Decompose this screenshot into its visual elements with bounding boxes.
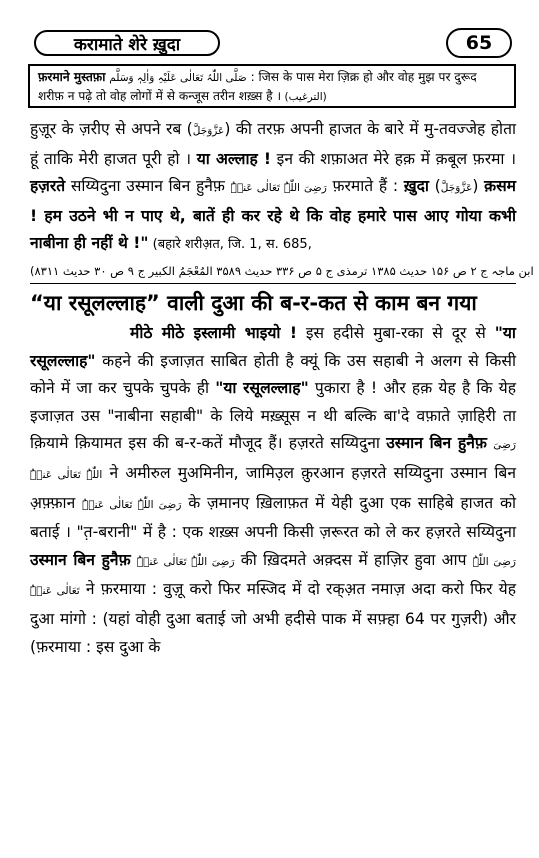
text-run: के ज़मानए ख़िलाफ़त में येही दुआ एक साहिबे हाजत को बताई । "त़-बरानी" में है : एक शख़्स अपनी किसी ज़रूरत को ले कर हज़रते सय्यिदुना [30,493,516,542]
text-run: कहने की इजाज़त साबित होती है क्यूं कि उस सहाबी ने अलग से किसी कोने में जा कर चुपके चुपके ही [30,351,516,398]
text-run: हुज़ूर के ज़रीए से अपने रब ( [30,120,193,138]
paragraph-1: हुज़ूर के ज़रीए से अपने रब (عَزَّوَجَلَّ) की तरफ़ अपनी हाजत के बारे में मु-तवज्जेह होता हूं ताकि मेरी हाजत पूरी हो । या अल्लाह ! इन की शफ़ाअत मेरे हक़ में क़बूल फ़रमा । हज़रते सय्यिदुना उस्मान बिन हुनैफ़ رَضِیَ اللّٰہُ تَعَالٰی عَنۡہُ फ़रमाते हैं : ख़ुदा (عَزَّوَجَلَّ) क़सम ! हम उठने भी न पाए थे, बातें ही कर रहे थे कि वोह हमारे पास आए गोया कभी नाबीना ही नहीं थे !" (बहारे शरीअ़त, जि. 1, स. 685, [30,120,517,253]
arabic-phrase: رَضِیَ اللّٰہُ تَعَالٰی عَنۡہُ [30,555,516,598]
text-run: सय्यिदुना उस्मान बिन हुनैफ़ [65,177,231,196]
text-run: इस हदीसे मुबा-रका से दूर से [296,323,495,342]
arabic-phrase: عَزَّوَجَلَّ [440,182,473,195]
text-run: ) की तरफ़ अपनी हाजत के बारे में मु-तवज्जेह होता हूं ताकि मेरी हाजत पूरी हो । [30,120,517,168]
hadith-heading: फ़रमाने मुस्तफ़ा [38,70,106,84]
bold-phrase: मीठे मीठे इस्लामी भाइयो ! [130,323,297,342]
arabic-phrase: رَضِیَ اللّٰہُ تَعَالٰی عَنۡہُ [230,182,327,195]
bold-phrase: क़सम ! हम उठने भी न पाए थे, बातें ही कर रहे थे कि वोह हमारे पास आए गोया कभी नाबीना ही नहीं थे !" [30,177,516,253]
bold-phrase: उस्मान बिन हुनैफ़ [386,434,487,453]
section-heading [30,288,516,318]
page-number: 65 [446,28,512,58]
book-title: करामाते शेरे ख़ुदा [34,30,220,56]
bold-phrase: या अल्लाह ! [196,149,272,168]
text-run: की ख़िदमते अक़्दस में हाज़िर हुवा आप [234,550,473,569]
paragraph-2 [30,320,516,661]
text-run: पुकारा है ! और हक़ येह है कि येह इजाज़त उस "नाबीना सहाबी" के लिये मख़्सूस न थी बल्कि बा'दे वफ़ाते ज़ाहिरी ता क़ियामे क़ियामत इस की ब-र-कतें मौजूद हैं। हज़रते सय्यिदुना [30,379,516,453]
bold-phrase: "या रसूलल्लाह" [30,323,516,370]
hadith-box [28,64,516,108]
hadith-text: : जिस के पास मेरा ज़िक्र हो और वोह मुझ पर दुरूद शरीफ़ न पढ़े तो वोह लोगों में से कन्जूस तरीन शख़्स है । [38,70,477,103]
text-run: फ़रमाते हैं : [326,177,404,196]
text-run: इन की शफ़ाअत मेरे हक़ में क़बूल फ़रमा । [271,149,516,168]
bold-phrase: ख़ुदा [403,177,429,196]
reference: (बहारे शरीअ़त, जि. 1, स. 685, [148,237,312,253]
arabic-reference-line: (ابن ماجہ ج ۲ ص ۱۵۶ حدیث ۱۳۸۵ ترمذی ج ۵ ص ۳۳۶ حدیث ۳۵۸۹ المُعْجَمُ الکبیر ج ۹ ص ۳۰ حدیث ۸۳۱۱ [30,259,516,284]
main-text [30,116,534,661]
arabic-phrase: رَضِیَ اللّٰہُ تَعَالٰی عَنۡہُ [136,555,235,568]
arabic-phrase: رَضِیَ اللّٰہُ تَعَالٰی عَنۡہُ [30,439,516,481]
text-run: ने फ़रमाया : वुज़ू करो फिर मस्जिद में दो रक्अ़त नमाज़ अदा करो फिर येह दुआ मांगो : (यहां वोही दुआ बताई जो अभी हदीसे पाक में सफ़्हा 64 पर गुज़री) और (फ़रमाया : इस दुआ के [30,580,516,656]
bold-phrase: हज़रते [30,177,66,196]
arabic-salutation: صَلَّی اللّٰہُ تَعَالٰی عَلَیْہِ وَاٰلِہٖ وَسَلَّم [109,72,247,84]
bold-phrase: उस्मान बिन हुनैफ़ [30,550,131,569]
page-header [28,28,516,60]
arabic-phrase: رَضِیَ اللّٰہُ تَعَالٰی عَنۡہُ [82,498,182,511]
heading-quote: “या रसूलल्लाह” [30,290,160,315]
hadith-reference: (الترغیب) [281,91,327,103]
bold-phrase: "या रसूलल्लाह" [215,379,309,398]
text-run: ने अमीरुल मुअमिनीन, जामिउ़ल क़ुरआन हज़रते सय्यिदुना उस्मान बिन अ़फ़्फ़ान [30,463,516,512]
heading-rest: वाली दुआ की ब-र-कत से काम बन गया [159,290,477,315]
arabic-phrase: عَزَّوَجَلَّ [192,125,225,137]
